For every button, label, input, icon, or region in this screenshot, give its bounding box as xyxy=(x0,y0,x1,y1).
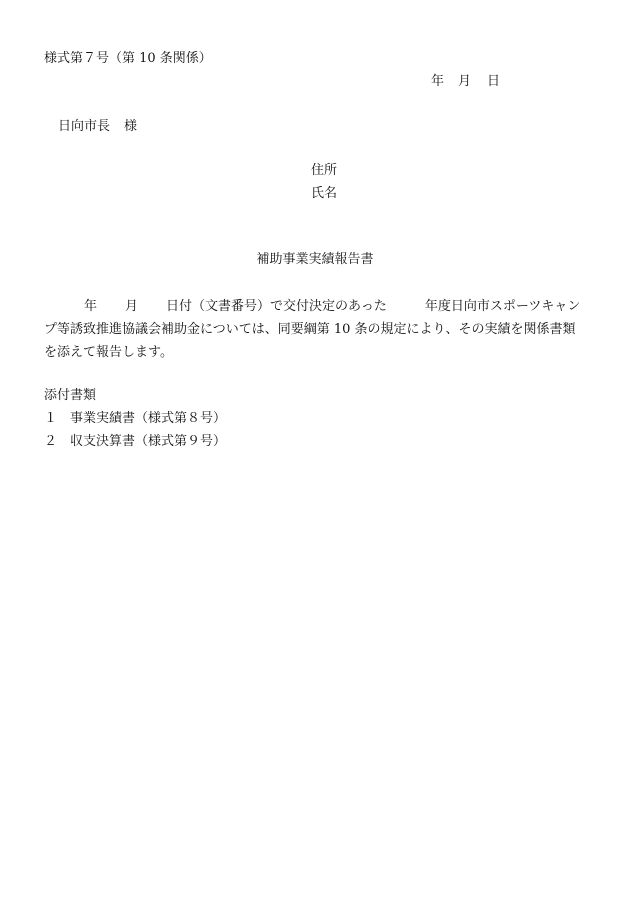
attachment-number: ２ xyxy=(44,434,58,449)
addressee-honorific: 様 xyxy=(124,119,138,134)
attachment-item xyxy=(44,410,226,428)
report-body xyxy=(44,295,584,364)
attachment-item xyxy=(44,433,226,451)
applicant-name-label: 氏名 xyxy=(311,186,338,201)
body-date-label: 日付（文書番号）で交付決定のあった xyxy=(166,299,387,314)
body-year-label: 年 xyxy=(84,299,98,314)
date-day-label: 日 xyxy=(487,74,501,89)
body-month-label: 月 xyxy=(125,299,139,314)
date-month-label: 月 xyxy=(458,74,472,89)
submission-date xyxy=(431,73,500,91)
applicant-address-label: 住所 xyxy=(311,163,338,178)
attachment-number: １ xyxy=(44,411,58,426)
attachment-label: 収支決算書（様式第９号） xyxy=(70,434,227,449)
addressee xyxy=(58,118,137,136)
date-year-label: 年 xyxy=(431,74,445,89)
document-title: 補助事業実績報告書 xyxy=(256,252,374,267)
form-number: 様式第７号（第 10 条関係） xyxy=(44,51,212,66)
attachment-label: 事業実績書（様式第８号） xyxy=(70,411,227,426)
addressee-name: 日向市長 xyxy=(58,119,111,134)
body-main-text: 年度日向市スポーツキャンプ等誘致推進協議会補助金については、同要綱第 10 条の規定により、その実績を関係書類を添えて報告します。 xyxy=(44,299,581,360)
attachments-heading: 添付書類 xyxy=(44,388,97,403)
